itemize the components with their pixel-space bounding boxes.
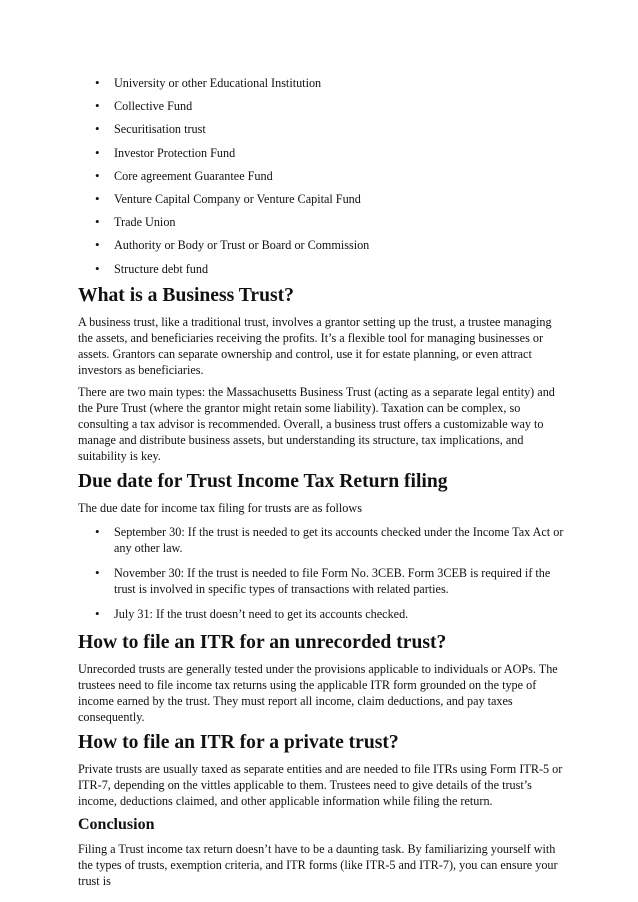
list-item: • July 31: If the trust doesn’t need to get its accounts checked. <box>78 606 564 622</box>
due-date-intro: The due date for income tax filing for trusts are as follows <box>78 500 362 515</box>
list-item: • Investor Protection Fund <box>78 145 564 161</box>
private-trust-heading: How to file an ITR for a private trust? <box>78 731 399 753</box>
trust-types-list <box>78 75 564 277</box>
list-item: • September 30: If the trust is needed to get its accounts checked under the Income Tax Act or any other law. <box>78 524 564 556</box>
list-item: • November 30: If the trust is needed to file Form No. 3CEB. Form 3CEB is required if the trust is involved in specific types of transactions with related parties. <box>78 565 564 597</box>
list-item: • Authority or Body or Trust or Board or Commission <box>78 237 564 253</box>
list-item: • Structure debt fund <box>78 261 564 277</box>
conclusion-paragraph: Filing a Trust income tax return doesn’t have to be a daunting task. By familiarizing yourself with the types of trusts, exemption criteria, and ITR forms (like ITR-5 and ITR-7), you can ensure your trust is <box>78 841 558 888</box>
business-trust-paragraph-1: A business trust, like a traditional trust, involves a grantor setting up the trust, a trustee managing the assets, and beneficiaries receiving the profits. It’s a flexible tool for managing businesses or assets. Grantors can separate ownership and control, use it for estate planning, or even attract investors as beneficiaries. <box>78 314 552 377</box>
due-date-heading: Due date for Trust Income Tax Return filing <box>78 470 448 492</box>
list-item: • Securitisation trust <box>78 121 564 137</box>
due-date-list <box>78 524 564 622</box>
conclusion-heading: Conclusion <box>78 815 155 833</box>
document-content <box>78 75 564 895</box>
unrecorded-trust-heading: How to file an ITR for an unrecorded trust? <box>78 631 447 653</box>
list-item: • Core agreement Guarantee Fund <box>78 168 564 184</box>
private-trust-paragraph: Private trusts are usually taxed as separate entities and are needed to file ITRs using Form ITR-5 or ITR-7, depending on the vittles applicable to them. Trustees need to give details of the trust’s income, deductions claimed, and other applicable information while filing the return. <box>78 761 563 808</box>
business-trust-heading: What is a Business Trust? <box>78 284 294 306</box>
business-trust-paragraph-2: There are two main types: the Massachusetts Business Trust (acting as a separate legal entity) and the Pure Trust (where the grantor might retain some liability). Taxation can be complex, so consulting a tax advisor is recommended. Overall, a business trust offers a customizable way to manage and distribute business assets, but understanding its structure, tax implications, and suitability is key. <box>78 384 555 463</box>
list-item: • Collective Fund <box>78 98 564 114</box>
list-item: • Venture Capital Company or Venture Capital Fund <box>78 191 564 207</box>
list-item: • University or other Educational Institution <box>78 75 564 91</box>
unrecorded-trust-paragraph: Unrecorded trusts are generally tested under the provisions applicable to individuals or AOPs. The trustees need to file income tax returns using the applicable ITR form grounded on the type of income earned by the trust. They must report all income, claim deductions, and pay taxes consequently. <box>78 661 558 724</box>
list-item: • Trade Union <box>78 214 564 230</box>
